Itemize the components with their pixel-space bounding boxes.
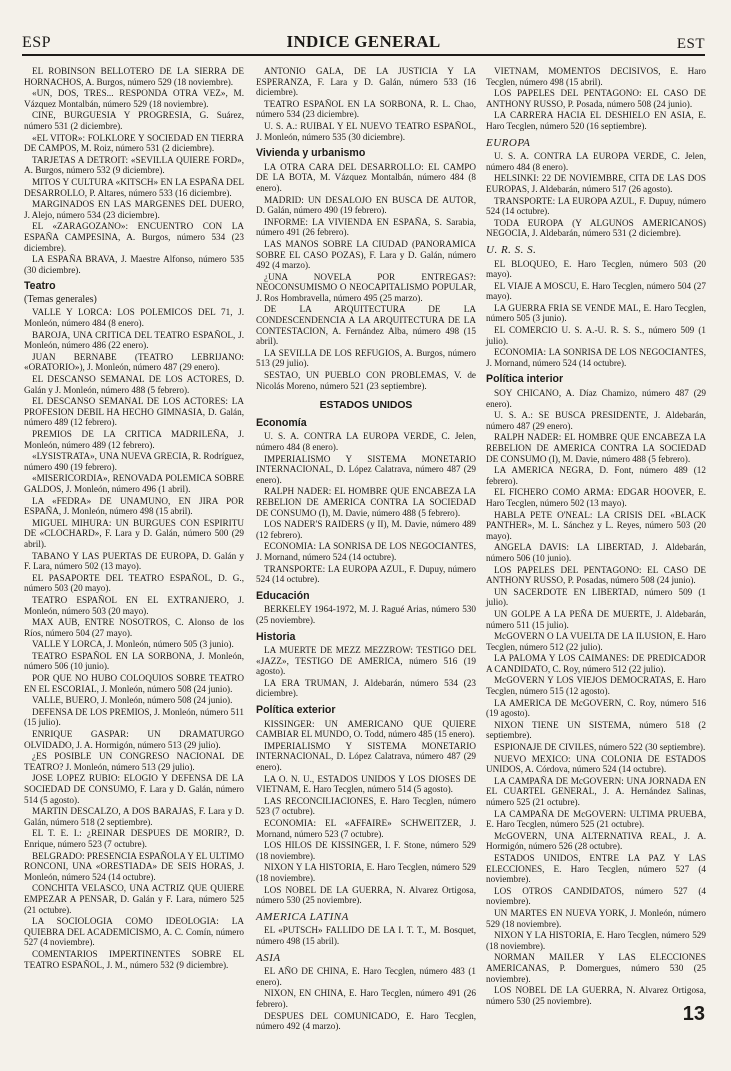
index-entry: VALLE Y LORCA, J. Monleón, número 505 (3 junio). — [32, 639, 234, 650]
header-right-tag: EST — [676, 36, 705, 52]
index-entry: EL DESCANSO SEMANAL DE LOS ACTORES, D. Galán y J. Monleón, número 488 (5 febrero). — [24, 374, 244, 395]
index-entry: MARTIN DESCALZO, A DOS BARAJAS, F. Lara y D. Galán, número 518 (2 septiembre). — [24, 806, 244, 827]
index-entry: LAS MANOS SOBRE LA CIUDAD (PANORAMICA SOBRE EL CASO POZAS), F. Lara y D. Galán, número 492 (4 marzo). — [256, 238, 476, 271]
entry-list — [24, 307, 244, 970]
index-entry: LA GUERRA FRIA SE VENDE MAL, E. Haro Tecglen, número 505 (3 junio). — [486, 302, 706, 324]
index-entry: LA CAMPAÑA DE McGOVERN: UNA JORNADA EN EL CUARTEL GENERAL, J. A. Hernández Salinas, número 525 (21 octubre). — [486, 775, 706, 807]
index-entry: TODA EUROPA (Y ALGUNOS AMERICANOS) NEGOCIA, J. Aldebarán, número 531 (2 diciembre). — [486, 217, 706, 239]
index-entry: DEFENSA DE LOS PREMIOS, J. Monleón, número 511 (15 julio). — [24, 706, 244, 728]
index-entry: «UN, DOS, TRES... RESPONDA OTRA VEZ», M. Vázquez Montalbán, número 529 (18 noviembre). — [24, 88, 244, 109]
index-entry: SOY CHICANO, A. Díaz Chamizo, número 487 (29 enero). — [486, 388, 706, 409]
index-entry: LA CARRERA HACIA EL DESHIELO EN ASIA, E. Haro Tecglen, número 520 (16 septiembre). — [486, 110, 706, 131]
page-header — [22, 30, 705, 56]
index-entry: LA CAMPAÑA DE McGOVERN: ULTIMA PRUEBA, E. Haro Tecglen, número 525 (21 octubre). — [486, 808, 706, 830]
index-entry: EL AÑO DE CHINA, E. Haro Tecglen, número 483 (1 enero). — [256, 966, 476, 987]
index-entry: BELGRADO: PRESENCIA ESPAÑOLA Y EL ULTIMO RONCONI, UNA «ORESTIADA» DE SEIS HORAS, J. Monleón, número 524 (14 octubre). — [24, 850, 244, 882]
index-entry: ANTONIO GALA, DE LA JUSTICIA Y LA ESPERANZA, F. Lara y D. Galán, número 533 (16 diciembre). — [256, 66, 476, 98]
index-entry: «MISERICORDIA», RENOVADA POLEMICA SOBRE GALDOS, J. Monleón, número 496 (1 abril). — [24, 473, 244, 494]
index-entry: EL T. E. I.: ¿REINAR DESPUES DE MORIR?, D. Enrique, número 523 (7 octubre). — [24, 828, 244, 849]
index-entry: MITOS Y CULTURA «KITSCH» EN LA ESPAÑA DEL DESARROLLO, P. Altares, número 533 (16 diciembre). — [24, 176, 244, 198]
index-entry: LOS PAPELES DEL PENTAGONO: EL CASO DE ANTHONY RUSSO, P. Posada, número 508 (24 junio). — [486, 88, 706, 109]
section-heading-vivienda: Vivienda y urbanismo — [256, 147, 366, 160]
page-title: INDICE GENERAL — [286, 32, 441, 51]
index-entry: U. S. A.: RUIBAL Y EL NUEVO TEATRO ESPAÑOL, J. Monleón, número 535 (30 diciembre). — [256, 120, 476, 142]
index-entry: UN GOLPE A LA PEÑA DE MUERTE, J. Aldebarán, número 511 (15 julio). — [486, 608, 706, 630]
entry-list — [486, 151, 706, 239]
entry-list — [486, 388, 706, 1006]
index-entry: ECONOMIA: LA SONRISA DE LOS NEGOCIANTES, J. Mornand, número 524 (14 octubre). — [486, 347, 706, 368]
index-entry: KISSINGER: UN AMERICANO QUE QUIERE CAMBIAR EL MUNDO, O. Todd, número 485 (15 enero). — [256, 718, 476, 740]
index-entry: UN SACERDOTE EN LIBERTAD, número 509 (1 julio). — [486, 586, 706, 608]
index-entry: LA ERA TRUMAN, J. Aldebarán, número 534 (23 diciembre). — [256, 677, 476, 699]
index-entry: SESTAO, UN PUEBLO CON PROBLEMAS, V. de Nicolás Moreno, número 521 (23 septiembre). — [256, 370, 476, 391]
entry-list — [486, 66, 706, 132]
index-entry: EL PASAPORTE DEL TEATRO ESPAÑOL, D. G., número 503 (20 mayo). — [24, 572, 244, 594]
index-entry: LOS NOBEL DE LA GUERRA, N. Alvarez Ortigosa, número 530 (25 noviembre). — [486, 985, 706, 1006]
page-number: 13 — [682, 1003, 705, 1025]
index-entry: VALLE, BUERO, J. Monleón, número 508 (24 junio). — [32, 695, 233, 706]
index-entry: ECONOMIA: EL «AFFAIRE» SCHWEITZER, J. Mornand, número 523 (7 octubre). — [256, 818, 476, 839]
column-2 — [256, 66, 476, 1033]
section-heading-politica-exterior: Política exterior — [256, 704, 336, 717]
index-entry: EL VIAJE A MOSCU, E. Haro Tecglen, número 504 (27 mayo). — [486, 280, 706, 302]
index-entry: TEATRO ESPAÑOL EN LA SORBONA, J. Monleón, número 506 (10 junio). — [24, 650, 244, 672]
index-entry: NUEVO MEXICO: UNA COLONIA DE ESTADOS UNIDOS, A. Córdova, número 524 (14 octubre). — [486, 753, 706, 775]
index-entry: EL ROBINSON BELLOTERO DE LA SIERRA DE HORNACHOS, A. Burgos, número 529 (18 noviembre). — [24, 66, 244, 87]
section-heading-asia: ASIA — [256, 951, 281, 964]
column-3 — [486, 66, 706, 1007]
index-entry: TARJETAS A DETROIT: «SEVILLA QUIERE FORD», A. Burgos, número 532 (9 diciembre). — [24, 154, 244, 176]
section-heading-politica-interior: Política interior — [486, 373, 564, 386]
index-entry: DE LA ARQUITECTURA DE LA CONDESCENDENCIA A LA ARQUITECTURA DE LA CONTESTACION, A. Fernández Alba, número 498 (15 abril). — [256, 304, 476, 347]
entry-list — [256, 431, 476, 584]
header-left-tag: ESP — [22, 34, 52, 51]
index-entry: RALPH NADER: EL HOMBRE QUE ENCABEZA LA REBELION DE AMERICA CONTRA LA SOCIEDAD DE CONSUMO (I), M. Davie, número 488 (5 febrero). — [256, 486, 476, 518]
index-entry: IMPERIALISMO Y SISTEMA MONETARIO INTERNACIONAL, D. López Calatrava, número 487 (29 enero). — [256, 453, 476, 485]
index-entry: LA «FEDRA» DE UNAMUNO, EN JIRA POR ESPAÑA, J. Monleón, número 498 (15 abril). — [24, 495, 244, 517]
section-heading-teatro: Teatro — [24, 280, 56, 293]
entry-list — [24, 66, 244, 275]
index-entry: ECONOMIA: LA SONRISA DE LOS NEGOCIANTES, J. Mornand, número 524 (14 octubre). — [256, 541, 476, 562]
index-entry: «LYSISTRATA», UNA NUEVA GRECIA, R. Rodríguez, número 490 (19 febrero). — [24, 451, 244, 472]
index-entry: LA SOCIOLOGIA COMO IDEOLOGIA: LA QUIEBRA DEL ACADEMICISMO, A. C. Comín, número 527 (4 noviembre). — [24, 916, 244, 948]
index-entry: RALPH NADER: EL HOMBRE QUE ENCABEZA LA REBELION DE AMERICA CONTRA LA SOCIEDAD DE CONSUMO (I), M. Davie, número 488 (5 febrero). — [486, 432, 706, 464]
index-entry: POR QUE NO HUBO COLOQUIOS SOBRE TEATRO EN EL ESCORIAL, J. Monleón, número 508 (24 junio). — [24, 673, 244, 694]
index-entry: MADRID: UN DESALOJO EN BUSCA DE AUTOR, D. Galán, número 490 (19 febrero). — [256, 194, 476, 216]
index-entry: NIXON, EN CHINA, E. Haro Tecglen, número 491 (26 febrero). — [256, 988, 476, 1009]
index-entry: PREMIOS DE LA CRITICA MADRILEÑA, J. Monleón, número 489 (12 febrero). — [24, 429, 244, 450]
section-heading-estados-unidos: ESTADOS UNIDOS — [319, 400, 413, 412]
index-entry: COMENTARIOS IMPERTINENTES SOBRE EL TEATRO ESPAÑOL, J. M., número 532 (9 diciembre). — [24, 948, 244, 970]
index-entry: ESPIONAJE DE CIVILES, número 522 (30 septiembre). — [494, 742, 706, 753]
index-entry: HABLA PETE O'NEAL: LA CRISIS DEL «BLACK PANTHER», M. L. Sánchez y L. Reyes, número 503 (20 mayo). — [486, 509, 706, 541]
index-entry: LOS OTROS CANDIDATOS, número 527 (4 noviembre). — [486, 885, 706, 907]
section-heading-america-latina: AMERICA LATINA — [256, 910, 349, 923]
index-entry: IMPERIALISMO Y SISTEMA MONETARIO INTERNACIONAL, D. López Calatrava, número 487 (29 enero). — [256, 740, 476, 773]
section-heading-historia: Historia — [256, 630, 296, 643]
index-entry: TRANSPORTE: LA EUROPA AZUL, F. Dupuy, número 524 (14 octubre). — [486, 195, 706, 217]
index-entry: «EL VITOR»: FOLKLORE Y SOCIEDAD EN TIERRA DE CAMPOS, M. Roiz, número 531 (2 diciembre). — [24, 132, 244, 154]
entry-list — [256, 66, 476, 142]
index-entry: LOS NADER'S RAIDERS (y II), M. Davie, número 489 (12 febrero). — [256, 519, 476, 540]
entry-list — [256, 719, 476, 906]
index-entry: LA ESPAÑA BRAVA, J. Maestre Alfonso, número 535 (30 diciembre). — [24, 254, 244, 275]
index-entry: NIXON Y LA HISTORIA, E. Haro Tecglen, número 529 (18 noviembre). — [486, 930, 706, 951]
index-entry: LA OTRA CARA DEL DESARROLLO: EL CAMPO DE LA BOTA, M. Vázquez Montalbán, número 484 (8 enero). — [256, 161, 476, 193]
index-entry: NORMAN MAILER Y LAS ELECCIONES AMERICANAS, P. Domergues, número 530 (25 noviembre). — [486, 952, 706, 984]
index-entry: ¿ES POSIBLE UN CONGRESO NACIONAL DE TEATRO? J. Monleón, número 513 (29 julio). — [24, 751, 244, 772]
index-entry: U. S. A.: SE BUSCA PRESIDENTE, J. Aldebarán, número 487 (29 enero). — [486, 410, 706, 431]
index-entry: MAX AUB, ENTRE NOSOTROS, C. Alonso de los Ríos, número 504 (27 mayo). — [24, 617, 244, 638]
index-entry: EL BLOQUEO, E. Haro Tecglen, número 503 (20 mayo). — [486, 258, 706, 280]
index-entry: DESPUES DEL COMUNICADO, E. Haro Tecglen, número 492 (4 marzo). — [256, 1010, 476, 1032]
index-entry: McGOVERN Y LOS VIEJOS DEMOCRATAS, E. Haro Tecglen, número 515 (12 agosto). — [486, 675, 706, 697]
index-entry: LA PALOMA Y LOS CAIMANES: DE PREDICADOR A CANDIDATO, C. Roy, número 512 (22 julio). — [486, 653, 706, 674]
index-entry: TABANO Y LAS PUERTAS DE EUROPA, D. Galán y F. Lara, número 502 (13 mayo). — [24, 550, 244, 572]
index-entry: CONCHITA VELASCO, UNA ACTRIZ QUE QUIERE EMPEZAR A PENSAR, D. Galán y F. Lara, número 525 (21 octubre). — [24, 883, 244, 915]
entry-list — [256, 604, 476, 625]
index-entry: McGOVERN, UNA ALTERNATIVA REAL, J. A. Hormigón, número 526 (28 octubre). — [486, 830, 706, 852]
index-entry: MARGINADOS EN LAS MARGENES DEL DUERO, J. Alejo, número 534 (23 diciembre). — [24, 199, 244, 220]
entry-list — [256, 966, 476, 1032]
index-entry: JUAN BERNABE (TEATRO LEBRIJANO: «ORATORIO»), J. Monleón, número 487 (29 enero). — [24, 351, 244, 373]
column-1 — [24, 66, 244, 971]
entry-list — [486, 259, 706, 369]
index-entry: UN MARTES EN NUEVA YORK, J. Monleón, número 529 (18 noviembre). — [486, 907, 706, 929]
index-entry: LOS HILOS DE KISSINGER, I. F. Stone, número 529 (18 noviembre). — [256, 840, 476, 861]
section-heading-economia: Economía — [256, 416, 307, 429]
section-heading-europa: EUROPA — [486, 136, 531, 149]
index-entry: LOS NOBEL DE LA GUERRA, N. Alvarez Ortigosa, número 530 (25 noviembre). — [256, 884, 476, 906]
index-entry: TRANSPORTE: LA EUROPA AZUL, F. Dupuy, número 524 (14 octubre). — [256, 563, 476, 585]
entry-list — [256, 645, 476, 699]
index-entry: EL DESCANSO SEMANAL DE LOS ACTORES: LA PROFESION DEBIL HA HECHO GIMNASIA, D. Galán, número 489 (12 febrero). — [24, 396, 244, 428]
index-entry: EL FICHERO COMO ARMA: EDGAR HOOVER, E. Haro Tecglen, número 502 (13 mayo). — [486, 487, 706, 508]
section-heading-urss: U. R. S. S. — [486, 243, 537, 256]
index-entry: BERKELEY 1964-1972, M. J. Ragué Arias, número 530 (25 noviembre). — [256, 604, 476, 625]
entry-list — [256, 162, 476, 391]
section-heading-educacion: Educación — [256, 589, 310, 602]
index-entry: CINE, BURGUESIA Y PROGRESIA, G. Suárez, número 531 (2 diciembre). — [24, 110, 244, 131]
index-entry: LA AMERICA NEGRA, D. Font, número 489 (12 febrero). — [486, 465, 706, 486]
index-entry: MIGUEL MIHURA: UN BURGUES CON ESPIRITU DE «CLOCHARD», F. Lara y D. Galán, número 500 (29 abril). — [24, 517, 244, 549]
index-entry: VIETNAM, MOMENTOS DECISIVOS, E. Haro Tecglen, número 498 (15 abril). — [486, 66, 706, 87]
index-entry: LOS PAPELES DEL PENTAGONO: EL CASO DE ANTHONY RUSSO, P. Posadas, número 508 (24 junio). — [486, 564, 706, 586]
index-entry: LA AMERICA DE McGOVERN, C. Roy, número 516 (19 agosto). — [486, 697, 706, 719]
index-entry: LA MUERTE DE MEZZ MEZZROW: TESTIGO DEL «JAZZ», TESTIGO DE AMERICA, número 516 (19 agosto). — [256, 645, 476, 677]
index-entry: VALLE Y LORCA: LOS POLEMICOS DEL 71, J. Monleón, número 484 (8 enero). — [24, 307, 244, 329]
index-entry: TEATRO ESPAÑOL EN LA SORBONA, R. L. Chao, número 534 (23 diciembre). — [256, 98, 476, 120]
index-entry: LA O. N. U., ESTADOS UNIDOS Y LOS DIOSES DE VIETNAM, E. Haro Tecglen, número 514 (5 agosto). — [256, 773, 476, 795]
index-entry: ESTADOS UNIDOS, ENTRE LA PAZ Y LAS ELECCIONES, E. Haro Tecglen, número 527 (4 noviembre). — [486, 852, 706, 885]
index-entry: JOSE LOPEZ RUBIO: ELOGIO Y DEFENSA DE LA SOCIEDAD DE CONSUMO, F. Lara y D. Galán, número 514 (5 agosto). — [24, 773, 244, 805]
entry-list — [256, 925, 476, 946]
index-entry: EL «PUTSCH» FALLIDO DE LA I. T. T., M. Bosquet, número 498 (15 abril). — [256, 925, 476, 946]
index-entry: INFORME: LA VIVIENDA EN ESPAÑA, S. Sarabia, número 491 (26 febrero). — [256, 216, 476, 238]
section-subheading-temas: (Temas generales) — [24, 293, 97, 305]
index-entry: ANGELA DAVIS: LA LIBERTAD, J. Aldebarán, número 506 (10 junio). — [486, 542, 706, 563]
index-entry: U. S. A. CONTRA LA EUROPA VERDE, C. Jelen, número 484 (8 enero). — [486, 151, 706, 172]
index-entry: ENRIQUE GASPAR: UN DRAMATURGO OLVIDADO, J. A. Hormigón, número 513 (29 julio). — [24, 729, 244, 750]
index-entry: U. S. A. CONTRA LA EUROPA VERDE, C. Jelen, número 484 (8 enero). — [256, 431, 476, 452]
index-entry: NIXON Y LA HISTORIA, E. Haro Tecglen, número 529 (18 noviembre). — [256, 862, 476, 883]
index-entry: EL COMERCIO U. S. A.-U. R. S. S., número 509 (1 julio). — [486, 325, 706, 346]
index-entry: ¿UNA NOVELA POR ENTREGAS?: NEOCONSUMISMO O NEOCAPITALISMO POPULAR, J. Ros Hombravella, número 495 (25 marzo). — [256, 271, 476, 303]
index-entry: BAROJA, UNA CRITICA DEL TEATRO ESPAÑOL, J. Monleón, número 486 (22 enero). — [24, 329, 244, 351]
index-entry: LA SEVILLA DE LOS REFUGIOS, A. Burgos, número 513 (29 julio). — [256, 347, 476, 369]
index-entry: NIXON TIENE UN SISTEMA, número 518 (2 septiembre). — [486, 719, 706, 741]
index-entry: TEATRO ESPAÑOL EN EL EXTRANJERO, J. Monleón, número 503 (20 mayo). — [24, 594, 244, 616]
index-entry: LAS RECONCILIACIONES, E. Haro Tecglen, número 523 (7 octubre). — [256, 795, 476, 817]
index-entry: HELSINKI: 22 DE NOVIEMBRE, CITA DE LAS DOS EUROPAS, J. Aldebarán, número 517 (26 agosto). — [486, 173, 706, 194]
index-entry: McGOVERN O LA VUELTA DE LA ILUSION, E. Haro Tecglen, número 512 (22 julio). — [486, 631, 706, 652]
index-entry: EL «ZARAGOZANO»: ENCUENTRO CON LA ESPAÑA CAMPESINA, A. Burgos, número 534 (23 diciembre). — [24, 221, 244, 253]
